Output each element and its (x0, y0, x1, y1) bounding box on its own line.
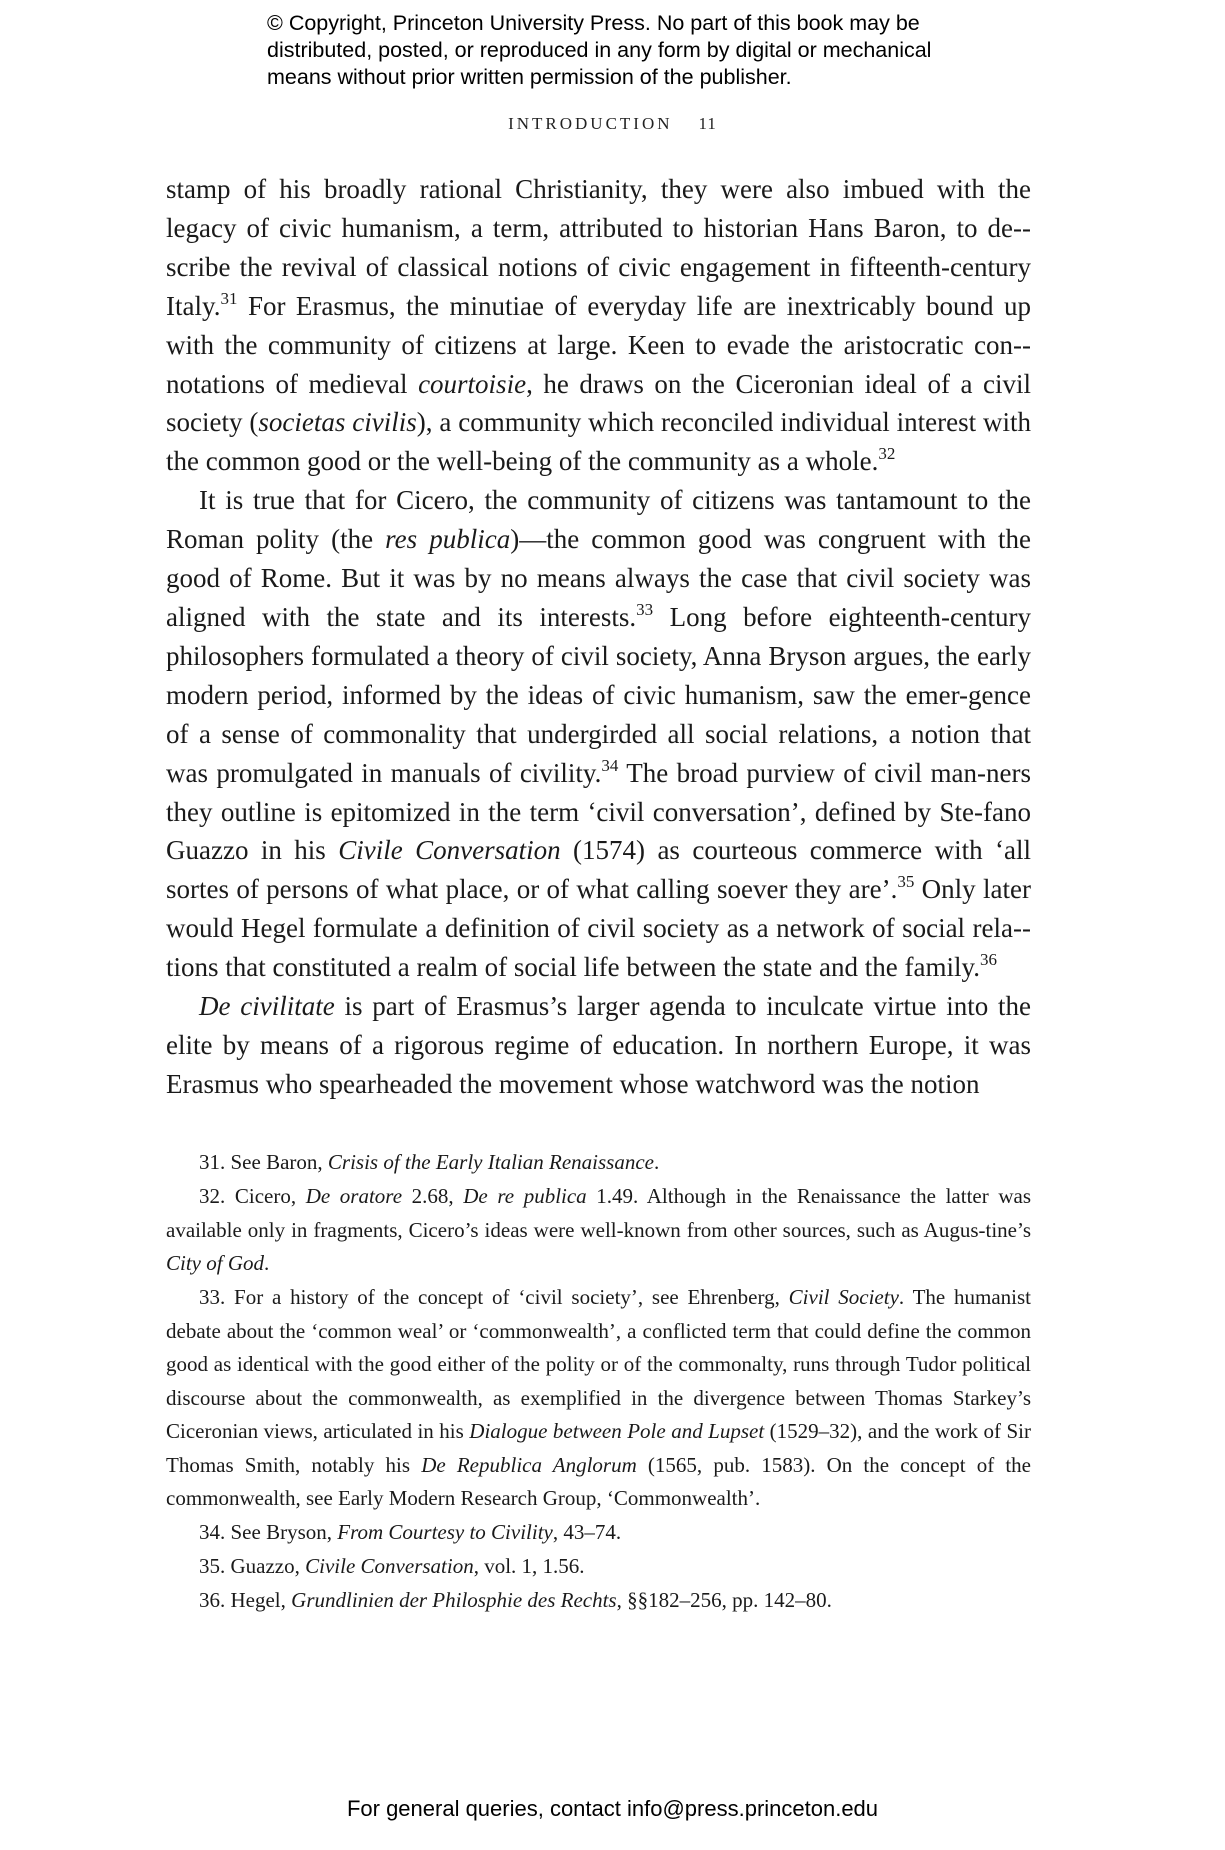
italic-term: societas civilis (258, 407, 417, 438)
text-run: (1529–32), and the work of Sir Thomas Smith, notably his (166, 1419, 1031, 1477)
note-ref: 31 (220, 288, 238, 308)
text-run: , he draws on the Ciceronian ideal of a civil society ( (166, 368, 1031, 438)
italic-title: From Courtesy to Civility (337, 1520, 553, 1544)
footnote (166, 1516, 1031, 1550)
text-run: )—the common good was congruent with the good of Rome. But it was by no means always the case that civil society was aligned with the state and its interests. (166, 524, 1031, 632)
main-text (166, 170, 1031, 1104)
footnotes (166, 1146, 1031, 1618)
copyright-line: distributed, posted, or reproduced in any form by digital or mechanical (267, 38, 932, 62)
contact-footer: For general queries, contact info@press.princeton.edu (346, 1796, 879, 1821)
text-run: See Baron, (225, 1150, 328, 1174)
text-run: , §§182–256, pp. 142–80. (616, 1588, 832, 1612)
text-run: See Bryson, (225, 1520, 338, 1544)
paragraph (166, 170, 1031, 481)
text-run: It is true that for Cicero, the community of citizens was tantamount to the Roman polity (the (166, 485, 1031, 555)
italic-term: res publica (385, 524, 511, 555)
footnote-number: 36. (199, 1588, 226, 1612)
text-run: For Erasmus, the minutiae of everyday life are inextricably bound up with the community of citizens at large. Keen to evade the aristocratic con-notations of medieval (166, 290, 1031, 399)
italic-title: Grundlinien der Philosphie des Rechts (291, 1588, 617, 1612)
note-ref: 32 (878, 444, 896, 464)
text-run: (1574) as courteous commerce with ‘all sortes of persons of what place, or of what calling soever they are’. (166, 835, 1031, 905)
chapter-title: INTRODUCTION (508, 114, 673, 133)
note-ref: 35 (897, 872, 915, 892)
text-run: . The humanist debate about the ‘common weal’ or ‘commonwealth’, a conflicted term that could define the common good as identical with the good either of the polity or of the commonalty, runs through Tudor political discourse about the commonwealth, as exemplified in the divergence between Thomas Starkey’s Ciceronian views, articulated in his (166, 1285, 1031, 1443)
text-run: is part of Erasmus’s larger agenda to inculcate virtue into the elite by means of a rigorous regime of education. In northern Europe, it was Erasmus who spearheaded the movement whose watchword was the notion (166, 991, 1031, 1099)
text-run: . (653, 1150, 660, 1174)
copyright-line: means without prior written permission of the publisher. (267, 65, 792, 89)
italic-title: De re publica (463, 1184, 587, 1208)
text-run: Hegel, (225, 1588, 292, 1612)
italic-term: Civile Conversation (338, 835, 561, 866)
text-run: ), a community which reconciled individual interest with the common good or the well-being of the community as a whole. (166, 407, 1031, 477)
footnote (166, 1550, 1031, 1584)
copyright-line: © Copyright, Princeton University Press. No part of this book may be (267, 11, 920, 35)
footnote (166, 1584, 1031, 1618)
italic-title: De oratore (305, 1184, 403, 1208)
italic-term: courtoisie (418, 368, 527, 399)
paragraph (166, 987, 1031, 1104)
note-ref: 33 (636, 599, 654, 619)
text-run: , vol. 1, 1.56. (473, 1554, 585, 1578)
footnote-number: 34. (199, 1520, 226, 1544)
text-run: Cicero, (225, 1184, 306, 1208)
italic-title: City of God (166, 1251, 264, 1275)
page-number: 11 (698, 114, 717, 133)
text-run: Only later would Hegel formulate a definition of civil society as a network of social rela-tions that constituted a realm of social life between the state and the family. (166, 874, 1031, 983)
footnote-number: 35. (199, 1554, 226, 1578)
text-run: 2.68, (402, 1184, 464, 1208)
text-run: Guazzo, (225, 1554, 306, 1578)
italic-term: De civilitate (199, 991, 335, 1022)
footnote (166, 1146, 1031, 1180)
text-run: , 43–74. (552, 1520, 622, 1544)
italic-title: Dialogue between Pole and Lupset (469, 1419, 765, 1443)
italic-title: Civil Society (788, 1285, 899, 1309)
text-run: For a history of the concept of ‘civil society’, see Ehrenberg, (225, 1285, 789, 1309)
note-ref: 34 (601, 755, 619, 775)
footnote (166, 1281, 1031, 1516)
footnote (166, 1180, 1031, 1281)
paragraph (166, 481, 1031, 987)
text-run: (1565, pub. 1583). On the concept of the commonwealth, see Early Modern Research Group, ‘Commonwealth’. (166, 1452, 1031, 1510)
text-run: stamp of his broadly rational Christianity, they were also imbued with the legacy of civic humanism, a term, attributed to historian Hans Baron, to de-scribe the revival of classical notions of civic engagement in fifteenth-century Italy. (166, 174, 1031, 321)
footnote-number: 31. (199, 1150, 226, 1174)
text-run: . (264, 1251, 270, 1275)
note-ref: 36 (979, 950, 997, 970)
copyright-notice (267, 10, 1067, 91)
italic-title: De Republica Anglorum (421, 1452, 637, 1477)
italic-title: Crisis of the Early Italian Renaissance (327, 1150, 654, 1174)
running-head (0, 114, 1225, 134)
text-run: Long before eighteenth-century philosophers formulated a theory of civil society, Anna Bryson argues, the early modern period, informed by the ideas of civic humanism, saw the emer-gence of a sense of commonality that undergirded all social relations, a notion that was promulgated in manuals of civility. (166, 601, 1031, 788)
italic-title: Civile Conversation (305, 1554, 474, 1578)
text-run: The broad purview of civil man-ners they outline is epitomized in the term ‘civil conversation’, defined by Ste-fano Guazzo in his (166, 757, 1031, 866)
footnote-number: 32. (199, 1184, 226, 1208)
text-run: 1.49. Although in the Renaissance the latter was available only in fragments, Cicero’s ideas were well-known from other sources, such as Augus-tine’s (166, 1184, 1031, 1242)
footnote-number: 33. (199, 1285, 226, 1309)
